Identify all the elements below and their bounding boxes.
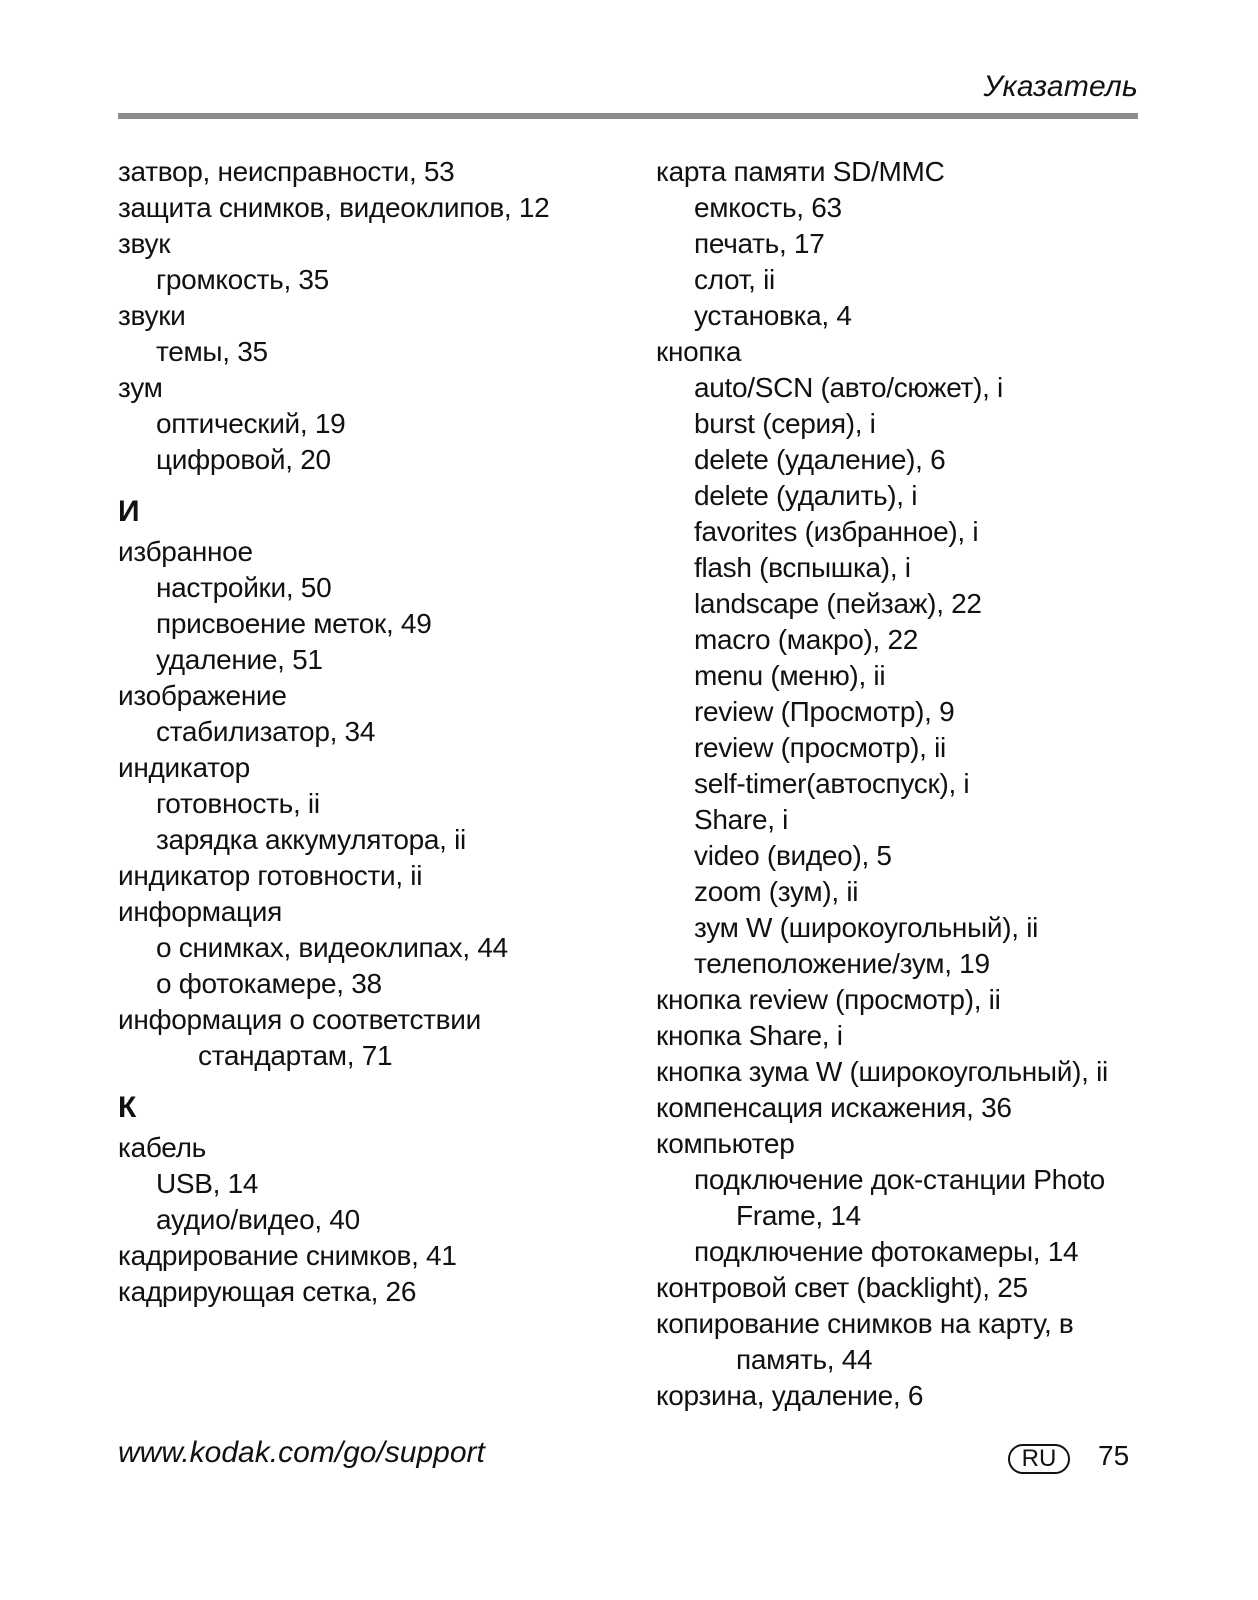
index-entry: кадрирующая сетка, 26 [118, 1276, 417, 1307]
index-subentry: оптический, 19 [156, 408, 346, 439]
index-subentry: landscape (пейзаж), 22 [694, 588, 982, 619]
index-subentry: зарядка аккумулятора, ii [156, 824, 466, 855]
index-subentry: USB, 14 [156, 1168, 259, 1199]
index-subentry: цифровой, 20 [156, 444, 331, 475]
index-subentry: menu (меню), ii [694, 660, 886, 691]
index-section-heading: К [118, 1091, 137, 1124]
index-subentry: о фотокамере, 38 [156, 968, 382, 999]
index-entry: защита снимков, видеоклипов, 12 [118, 192, 550, 223]
index-subentry: присвоение меток, 49 [156, 608, 432, 639]
index-subentry: стабилизатор, 34 [156, 716, 376, 747]
index-subentry: zoom (зум), ii [694, 876, 859, 907]
index-subentry: delete (удалить), i [694, 480, 918, 511]
index-entry: избранное [118, 536, 253, 567]
header-divider [118, 113, 1138, 119]
index-subentry: favorites (избранное), i [694, 516, 979, 547]
index-section-heading: И [118, 495, 140, 528]
index-subentry: стандартам, 71 [198, 1040, 393, 1071]
index-subentry: зум W (широкоугольный), ii [694, 912, 1039, 943]
index-subentry: готовность, ii [156, 788, 320, 819]
page-number: 75 [1098, 1440, 1130, 1471]
index-subentry: о снимках, видеоклипах, 44 [156, 932, 508, 963]
index-entry: кадрирование снимков, 41 [118, 1240, 457, 1271]
index-subentry: слот, ii [694, 264, 775, 295]
index-subentry: review (просмотр), ii [694, 732, 946, 763]
index-entry: кнопка review (просмотр), ii [656, 984, 1001, 1015]
index-subentry: телеположение/зум, 19 [694, 948, 990, 979]
index-entry: индикатор [118, 752, 250, 783]
index-subentry: macro (макро), 22 [694, 624, 919, 655]
index-subentry: громкость, 35 [156, 264, 329, 295]
index-entry: зум [118, 372, 163, 403]
index-entry: информация о соответствии [118, 1004, 481, 1035]
index-subentry: self-timer(автоспуск), i [694, 768, 970, 799]
index-entry: кнопка Share, i [656, 1020, 843, 1051]
index-subentry: печать, 17 [694, 228, 825, 259]
index-subentry: установка, 4 [694, 300, 852, 331]
index-entry: компенсация искажения, 36 [656, 1092, 1012, 1123]
index-subentry: delete (удаление), 6 [694, 444, 946, 475]
index-entry: корзина, удаление, 6 [656, 1380, 924, 1411]
index-subentry: подключение фотокамеры, 14 [694, 1236, 1079, 1267]
index-subentry: auto/SCN (авто/сюжет), i [694, 372, 1003, 403]
index-subentry: аудио/видео, 40 [156, 1204, 360, 1235]
index-entry: затвор, неисправности, 53 [118, 156, 455, 187]
index-subentry: flash (вспышка), i [694, 552, 911, 583]
index-entry: индикатор готовности, ii [118, 860, 423, 891]
index-subentry: темы, 35 [156, 336, 268, 367]
index-subentry: review (Просмотр), 9 [694, 696, 955, 727]
index-subentry: удаление, 51 [156, 644, 323, 675]
index-entry: контровой свет (backlight), 25 [656, 1272, 1028, 1303]
index-entry: информация [118, 896, 282, 927]
language-badge: RU [1008, 1444, 1070, 1474]
index-subentry: настройки, 50 [156, 572, 332, 603]
index-subentry: video (видео), 5 [694, 840, 892, 871]
index-subentry: Frame, 14 [736, 1200, 861, 1231]
index-entry: изображение [118, 680, 287, 711]
index-entry: кнопка зума W (широкоугольный), ii [656, 1056, 1108, 1087]
index-column-right [656, 154, 1156, 1414]
index-entry: звуки [118, 300, 186, 331]
index-column-left [118, 154, 618, 1310]
index-entry: кнопка [656, 336, 742, 367]
index-entry: компьютер [656, 1128, 795, 1159]
support-url: www.kodak.com/go/support [118, 1436, 485, 1469]
index-entry: копирование снимков на карту, в [656, 1308, 1074, 1339]
index-entry: звук [118, 228, 171, 259]
index-entry: карта памяти SD/MMC [656, 156, 945, 187]
page-header-title: Указатель [983, 70, 1138, 103]
index-subentry: Share, i [694, 804, 789, 835]
index-subentry: емкость, 63 [694, 192, 842, 223]
index-subentry: память, 44 [736, 1344, 873, 1375]
index-entry: кабель [118, 1132, 206, 1163]
index-subentry: подключение док-станции Photo [694, 1164, 1105, 1195]
index-subentry: burst (серия), i [694, 408, 876, 439]
